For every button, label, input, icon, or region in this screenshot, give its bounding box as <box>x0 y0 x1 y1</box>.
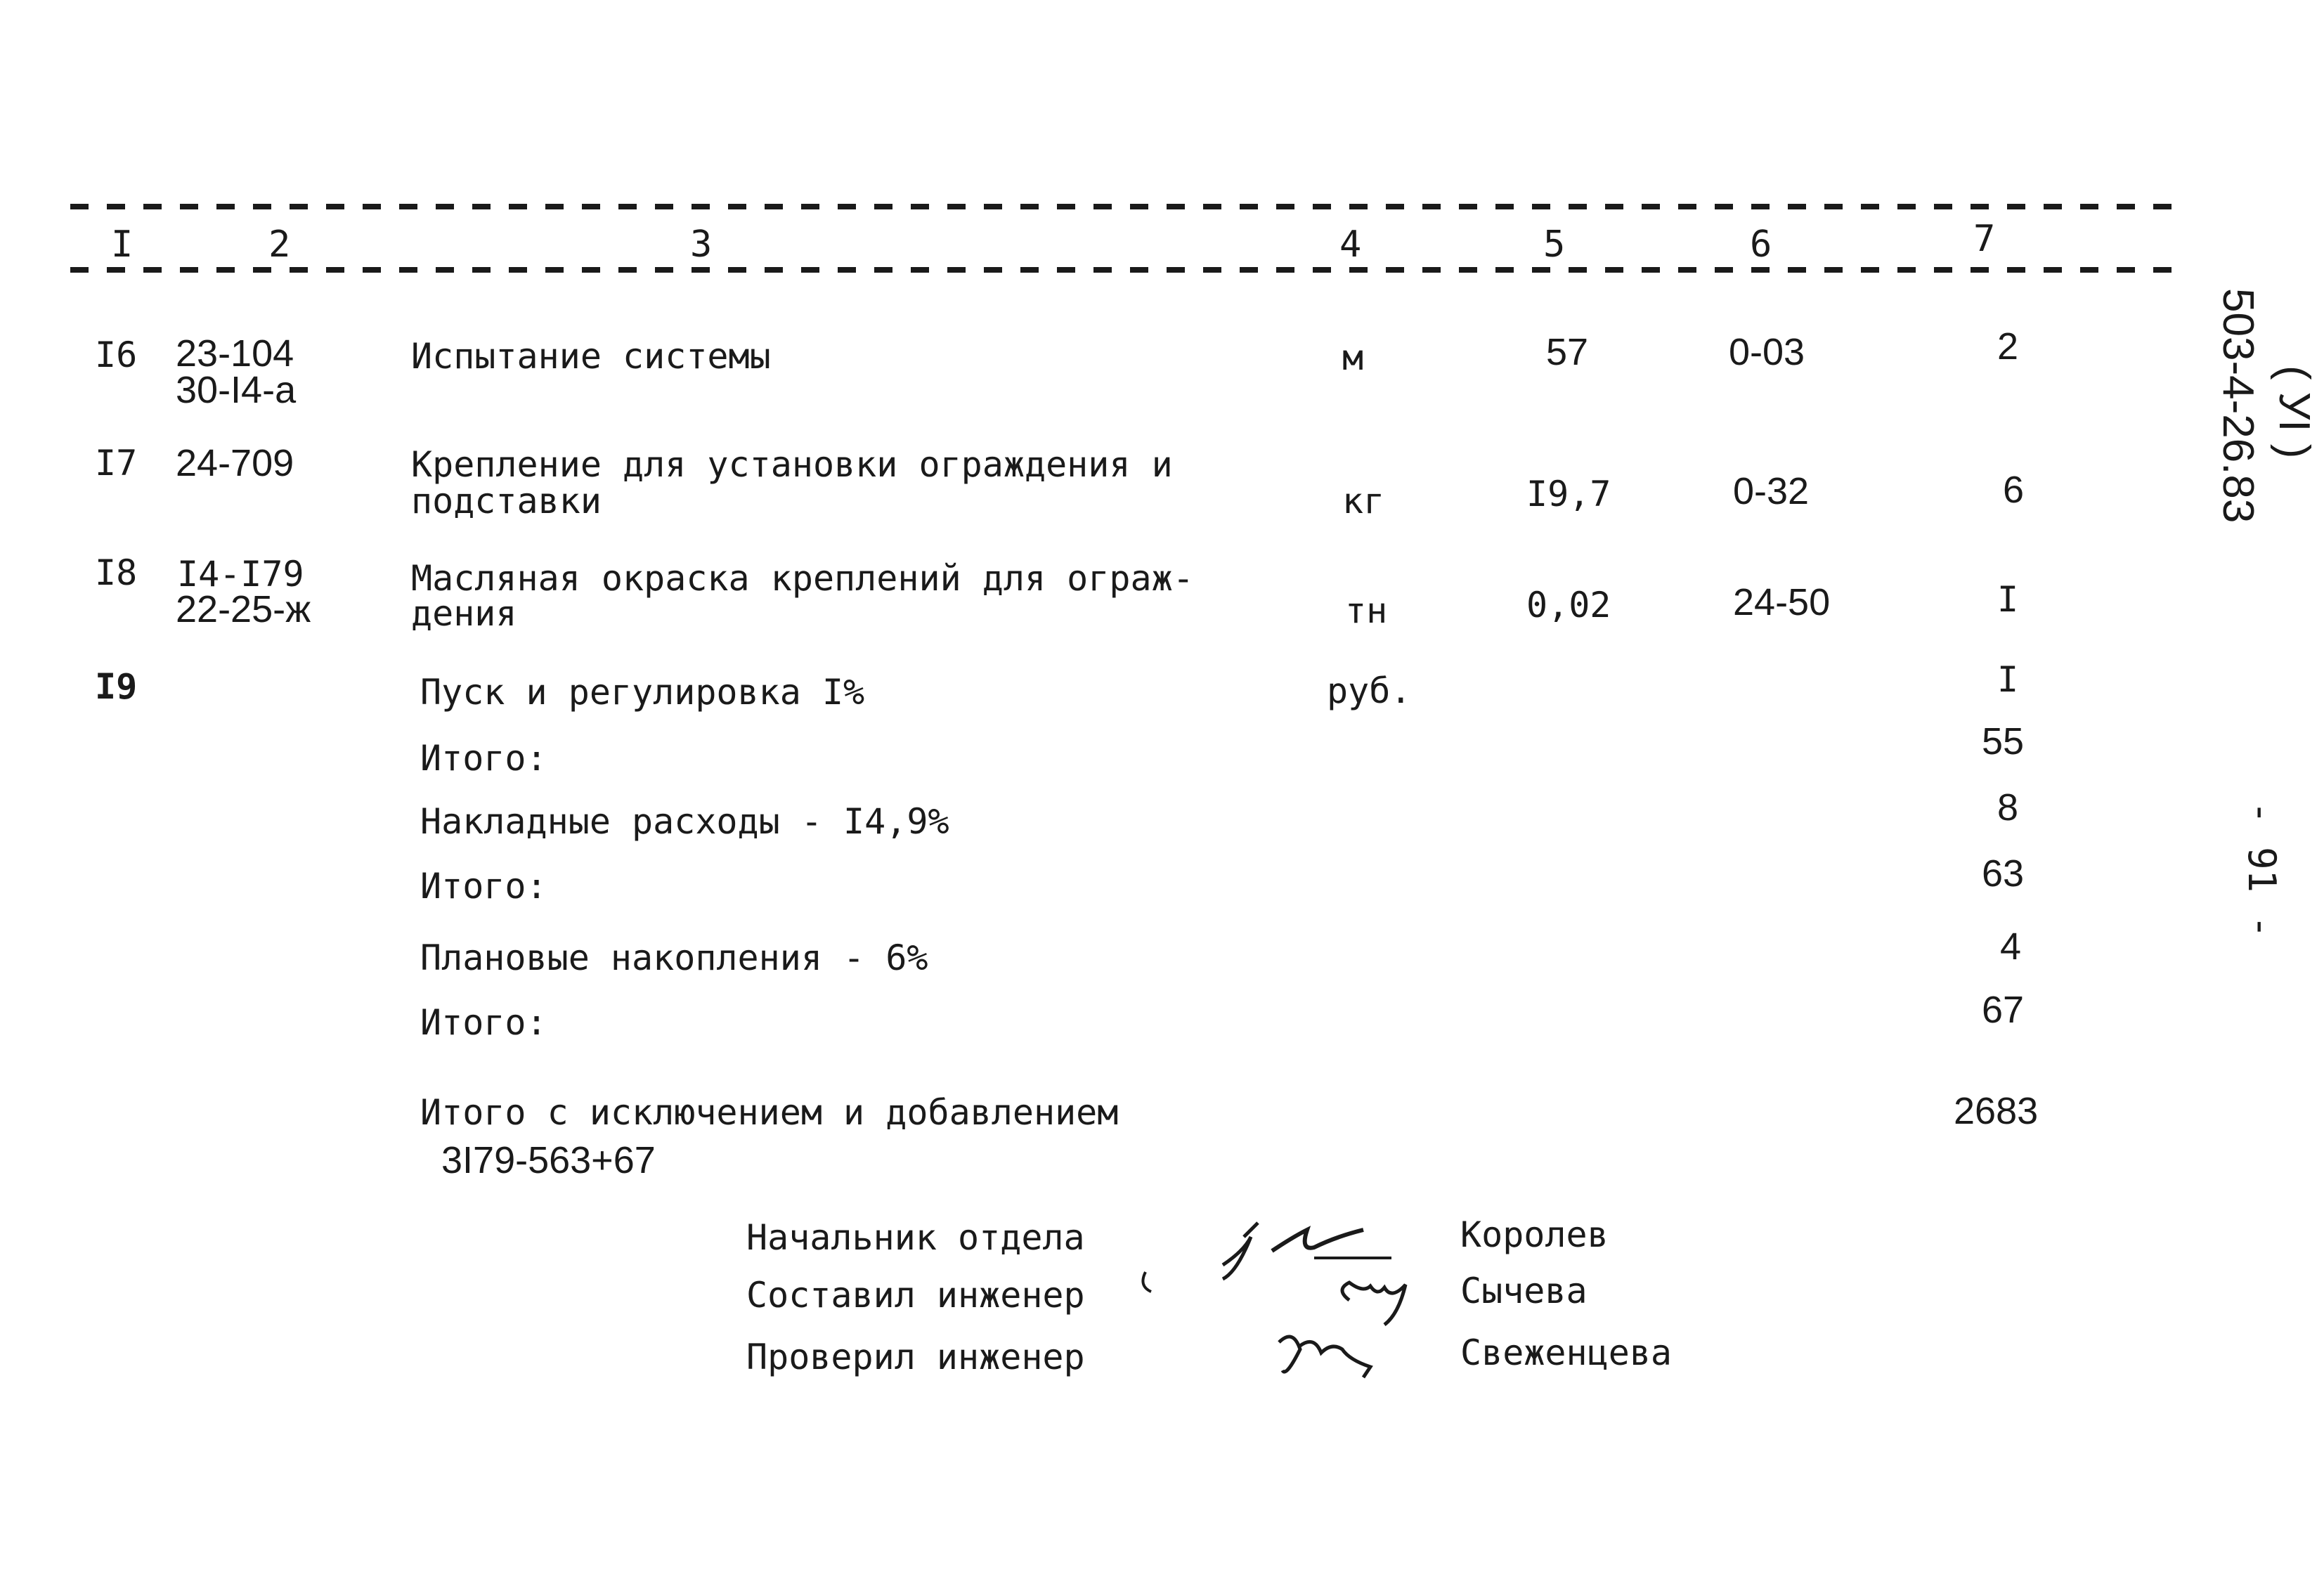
row-price: 0-32 <box>1733 470 1810 512</box>
row-description: Испытание системы <box>411 336 771 377</box>
row-total: 2 <box>1997 325 2019 368</box>
signature-name: Королев <box>1460 1214 1609 1255</box>
row-code: 23-104 <box>176 332 294 375</box>
column-header: 5 <box>1543 223 1566 266</box>
row-number: I6 <box>95 335 138 375</box>
header-rule-top <box>70 204 2172 209</box>
row-unit: м <box>1342 337 1364 378</box>
column-header: 4 <box>1339 223 1362 266</box>
album-number: ( УI ) <box>2270 365 2318 459</box>
row-code: 22-25-ж <box>176 588 311 630</box>
margin-album <box>2269 365 2319 458</box>
margin-doc-code <box>2213 288 2263 523</box>
row-code: 30-I4-a <box>176 369 297 411</box>
summary-value: 55 <box>1982 720 2025 762</box>
row-description: Крепление для установки ограждения и <box>411 444 1173 485</box>
summary-value: 63 <box>1982 852 2025 895</box>
column-header: I <box>111 223 134 266</box>
row-quantity: 0,02 <box>1526 585 1611 625</box>
page-number: - 91 - <box>2240 801 2284 939</box>
header-rule-bottom <box>70 267 2172 273</box>
row-unit: тн <box>1345 590 1388 631</box>
row-total: I <box>1997 659 2019 700</box>
summary-value: 4 <box>2000 926 2022 968</box>
column-header: 7 <box>1973 218 1996 260</box>
row-unit: кг <box>1342 481 1385 521</box>
row-price: 0-03 <box>1729 331 1805 373</box>
handwritten-signature <box>1138 1209 1462 1391</box>
row-quantity: 57 <box>1546 331 1589 373</box>
row-description: подставки <box>411 481 602 521</box>
margin-page-number <box>2240 801 2284 938</box>
summary-label: Итого: <box>420 866 547 907</box>
summary-value: 8 <box>1997 786 2019 829</box>
final-total-value: 2683 <box>1954 1090 2039 1132</box>
column-header: 2 <box>268 223 291 266</box>
final-total-label: Итого с исключением и добавлением <box>420 1092 1119 1133</box>
signature-name: Свеженцева <box>1460 1332 1673 1373</box>
summary-label: Плановые накопления - 6% <box>420 937 928 978</box>
summary-label: Накладные расходы - I4,9% <box>420 801 949 842</box>
row-code: 24-709 <box>176 442 294 484</box>
signature-role: Проверил инженер <box>746 1337 1085 1377</box>
row-total: 6 <box>2003 469 2025 511</box>
signature-role: Составил инженер <box>746 1275 1085 1316</box>
summary-label: Итого: <box>420 1002 547 1043</box>
column-header: 6 <box>1750 223 1772 266</box>
row-code: I4-I79 <box>177 554 304 595</box>
row-quantity: I9,7 <box>1526 474 1611 514</box>
row-total: I <box>1997 579 2019 620</box>
summary-label: Итого: <box>420 738 547 779</box>
doc-code: 503-4-26.83 <box>2214 288 2262 524</box>
column-header: 3 <box>690 223 713 266</box>
summary-value: 67 <box>1982 989 2025 1031</box>
signature-role: Начальник отдела <box>746 1217 1085 1258</box>
row-description: Пуск и регулировка I% <box>420 672 865 713</box>
row-number: I8 <box>95 552 138 593</box>
row-number: I7 <box>95 443 138 484</box>
row-number: I9 <box>95 666 138 707</box>
row-description: дения <box>411 593 517 634</box>
row-price: 24-50 <box>1733 581 1831 623</box>
row-unit: руб. <box>1327 670 1412 711</box>
row-description: Масляная окраска креплений для ограж- <box>411 558 1194 599</box>
final-total-formula: 3I79-563+67 <box>441 1139 656 1181</box>
signature-name: Сычева <box>1460 1271 1588 1311</box>
